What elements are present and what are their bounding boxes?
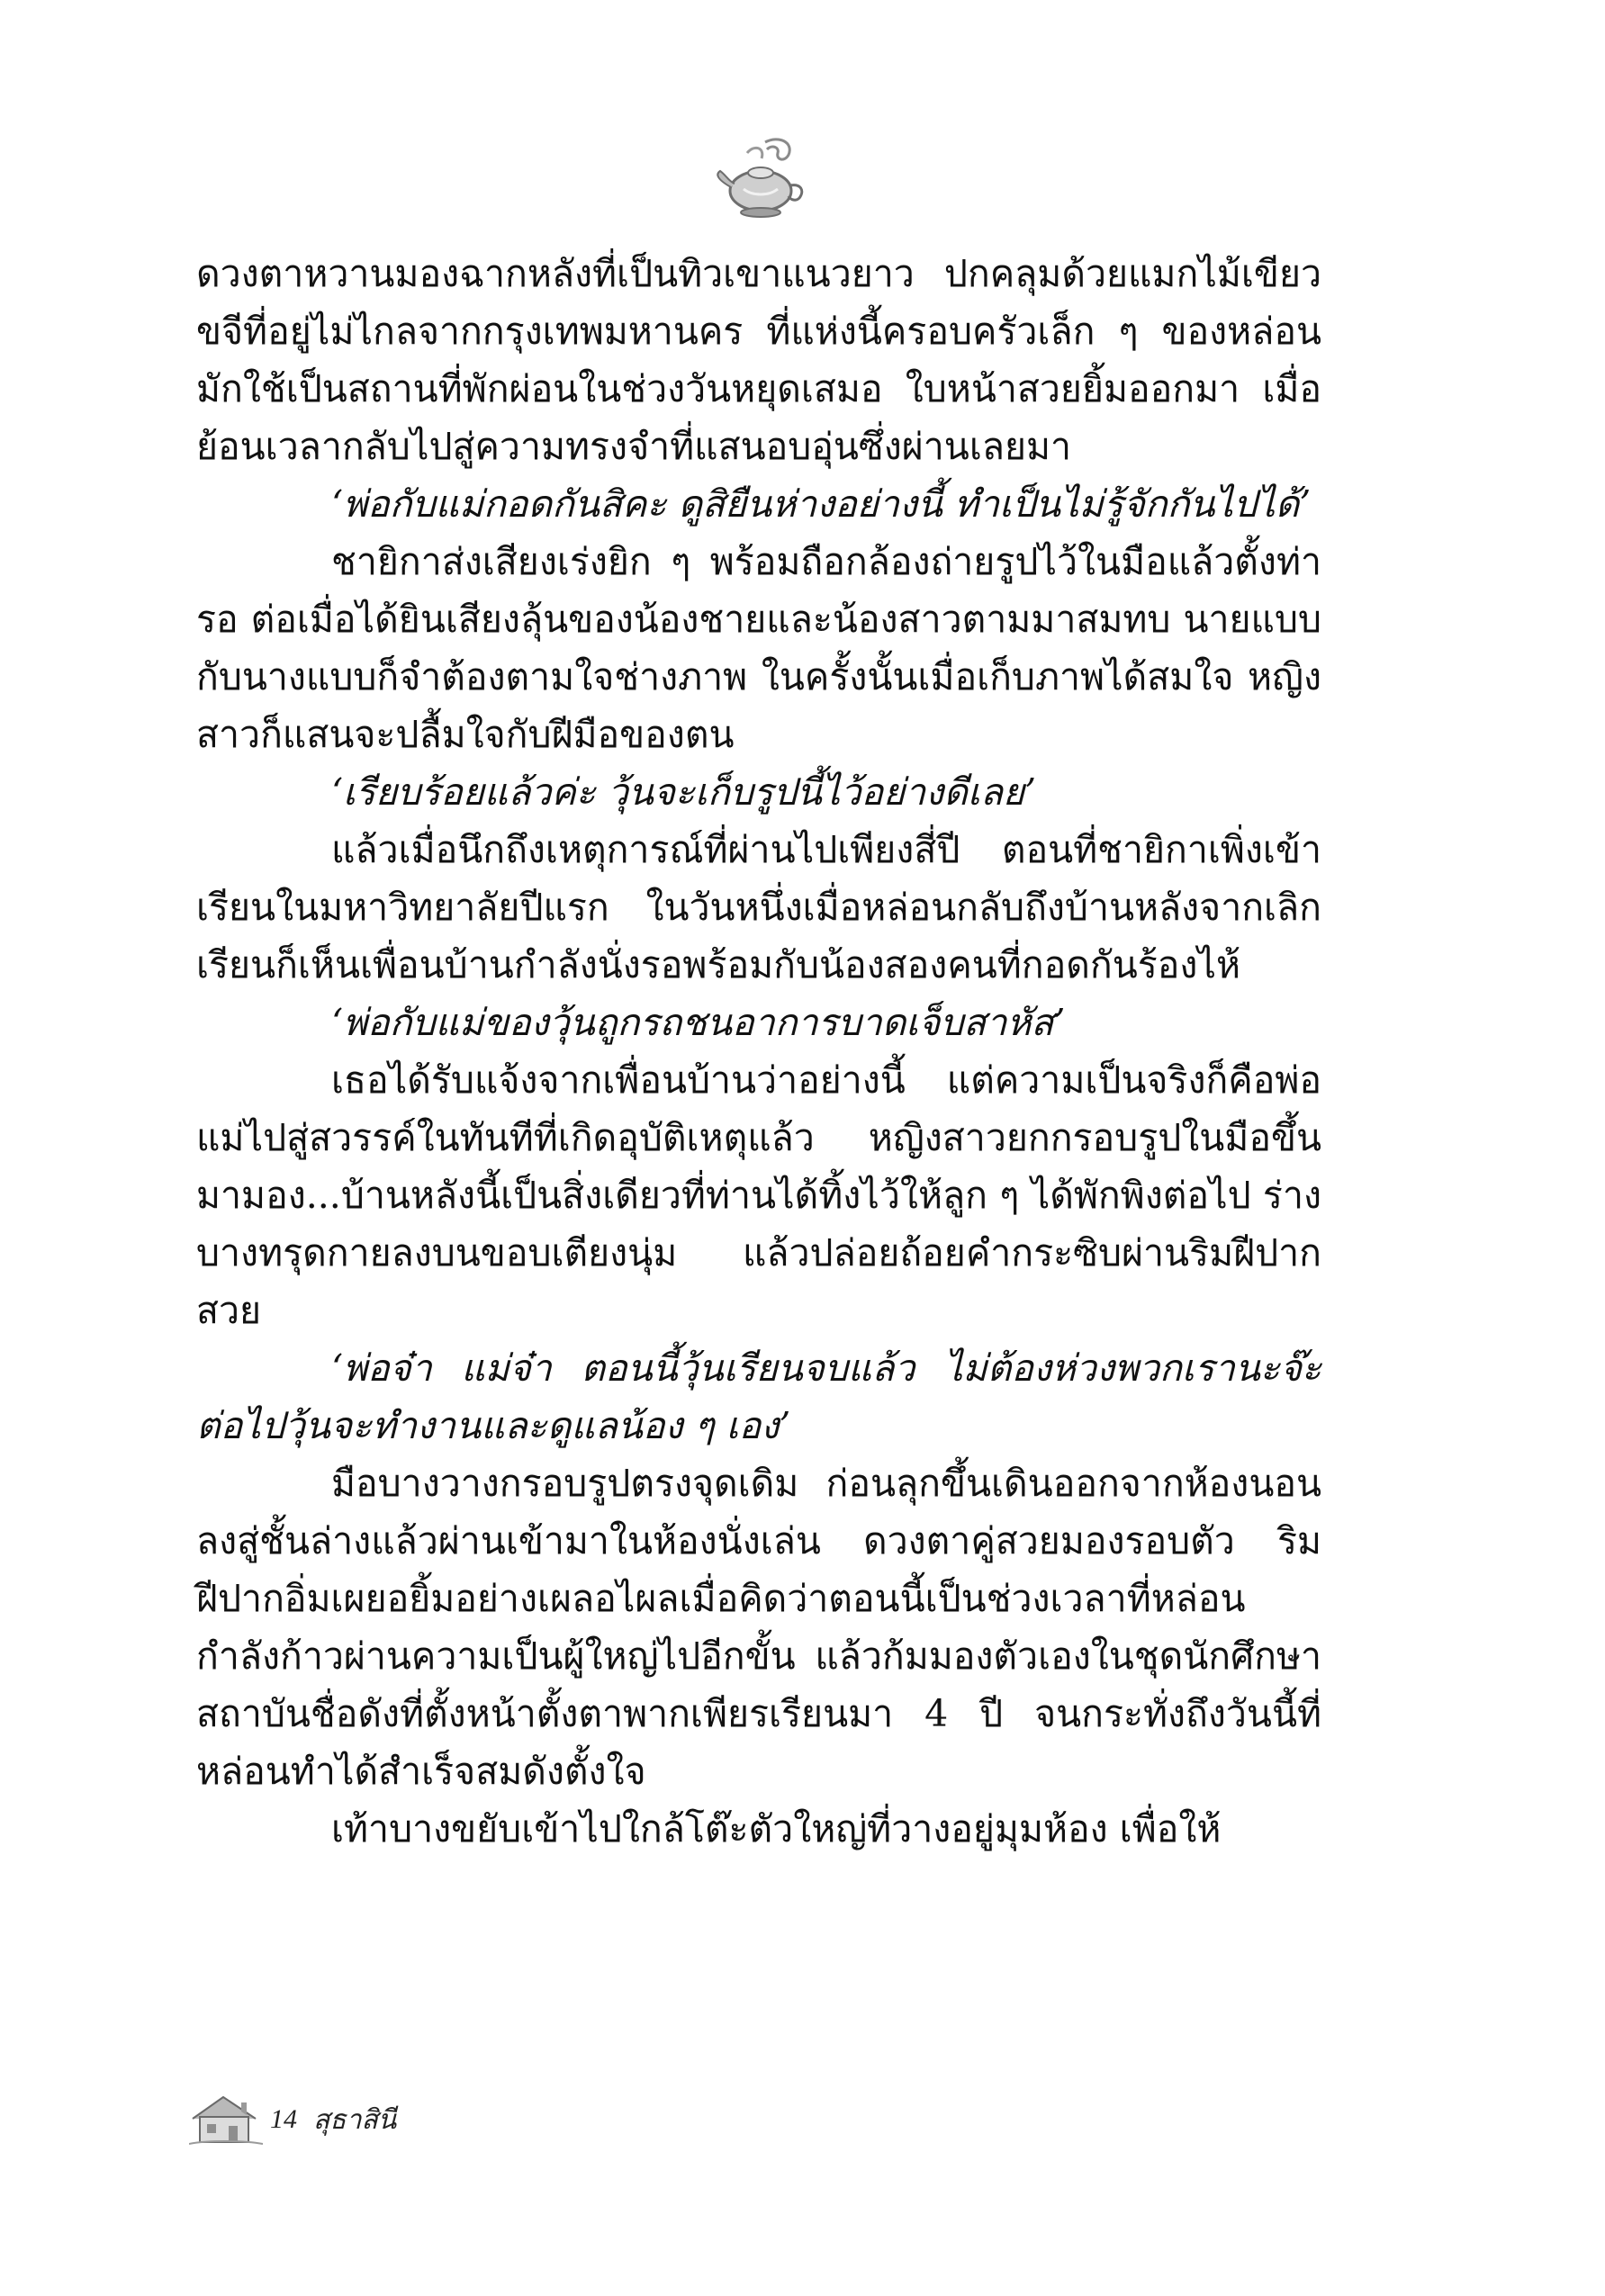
house-icon [189,2092,263,2147]
paragraph: ดวงตาหวานมองฉากหลังที่เป็นทิวเขาแนวยาว ปกคลุมด้วยแมกไม้เขียวขจีที่อยู่ไม่ไกลจากกรุงเทพมหานคร ที่แห่งนี้ครอบครัวเล็ก ๆ ของหล่อนมักใช้เป็นสถานที่พักผ่อนในช่วงวันหยุดเสมอ ใบหน้าสวยยิ้มออกมา เมื่อย้อนเวลากลับไปสู่ความทรงจำที่แสนอบอุ่นซึ่งผ่านเลยมา [196,252,1321,468]
paragraph: แล้วเมื่อนึกถึงเหตุการณ์ที่ผ่านไปเพียงสี่ปี ตอนที่ชายิกาเพิ่งเข้าเรียนในมหาวิทยาลัยปีแรก ในวันหนึ่งเมื่อหล่อนกลับถึงบ้านหลังจากเลิกเรียนก็เห็นเพื่อนบ้านกำลังนั่งรอพร้อมกับน้องสองคนที่กอดกันร้องไห้ [196,828,1321,986]
dialogue-paragraph: ‘พ่อกับแม่ของวุ้นถูกรถชนอาการบาดเจ็บสาหัส’ [331,1001,1066,1044]
paragraph: เธอได้รับแจ้งจากเพื่อนบ้านว่าอย่างนี้ แต่ความเป็นจริงก็คือพ่อแม่ไปสู่สวรรค์ในทันทีที่เกิดอุบัติเหตุแล้ว หญิงสาวยกกรอบรูปในมือขึ้นมามอง...บ้านหลังนี้เป็นสิ่งเดียวที่ท่านได้ทิ้งไว้ให้ลูก ๆ ได้พักพิงต่อไป ร่างบางทรุดกายลงบนขอบเตียงนุ่ม แล้วปล่อยถ้อยคำกระซิบผ่านริมฝีปากสวย [196,1058,1321,1332]
teapot-ornament-icon [711,135,810,225]
page-number: 14 [270,2104,297,2134]
author-name: สุธาสินี [313,2103,397,2136]
page-footer [189,2088,396,2151]
dialogue-paragraph: ‘เรียบร้อยแล้วค่ะ วุ้นจะเก็บรูปนี้ไว้อย่างดีเลย’ [331,770,1037,814]
paragraph: ชายิกาส่งเสียงเร่งยิก ๆ พร้อมถือกล้องถ่ายรูปไว้ในมือแล้วตั้งท่ารอ ต่อเมื่อได้ยินเสียงลุ้นของน้องชายและน้องสาวตามมาสมทบ นายแบบกับนางแบบก็จำต้องตามใจช่างภาพ ในครั้งนั้นเมื่อเก็บภาพได้สมใจ หญิงสาวก็แสนจะปลื้มใจกับฝีมือของตน [196,540,1321,756]
dialogue-paragraph: ‘พ่อกับแม่กอดกันสิคะ ดูสิยืนห่างอย่างนี้ ทำเป็นไม่รู้จักกันไปได้’ [331,482,1312,526]
body-text [196,245,1321,1858]
dialogue-paragraph: ‘พ่อจ๋า แม่จ๋า ตอนนี้วุ้นเรียนจบแล้ว ไม่ต้องห่วงพวกเรานะจ๊ะ ต่อไปวุ้นจะทำงานและดูแลน้อง ๆ เอง’ [196,1346,1321,1447]
paragraph: เท้าบางขยับเข้าไปใกล้โต๊ะตัวใหญ่ที่วางอยู่มุมห้อง เพื่อให้ [331,1807,1222,1850]
paragraph: มือบางวางกรอบรูปตรงจุดเดิม ก่อนลุกขึ้นเดินออกจากห้องนอนลงสู่ชั้นล่างแล้วผ่านเข้ามาในห้องนั่งเล่น ดวงตาคู่สวยมองรอบตัว ริมฝีปากอิ่มเผยอยิ้มอย่างเผลอไผลเมื่อคิดว่าตอนนี้เป็นช่วงเวลาที่หล่อนกำลังก้าวผ่านความเป็นผู้ใหญ่ไปอีกขั้น แล้วก้มมองตัวเองในชุดนักศึกษาสถาบันชื่อดังที่ตั้งหน้าตั้งตาพากเพียรเรียนมา 4 ปี จนกระทั่งถึงวันนี้ที่หล่อนทำได้สำเร็จสมดังตั้งใจ [196,1462,1321,1793]
